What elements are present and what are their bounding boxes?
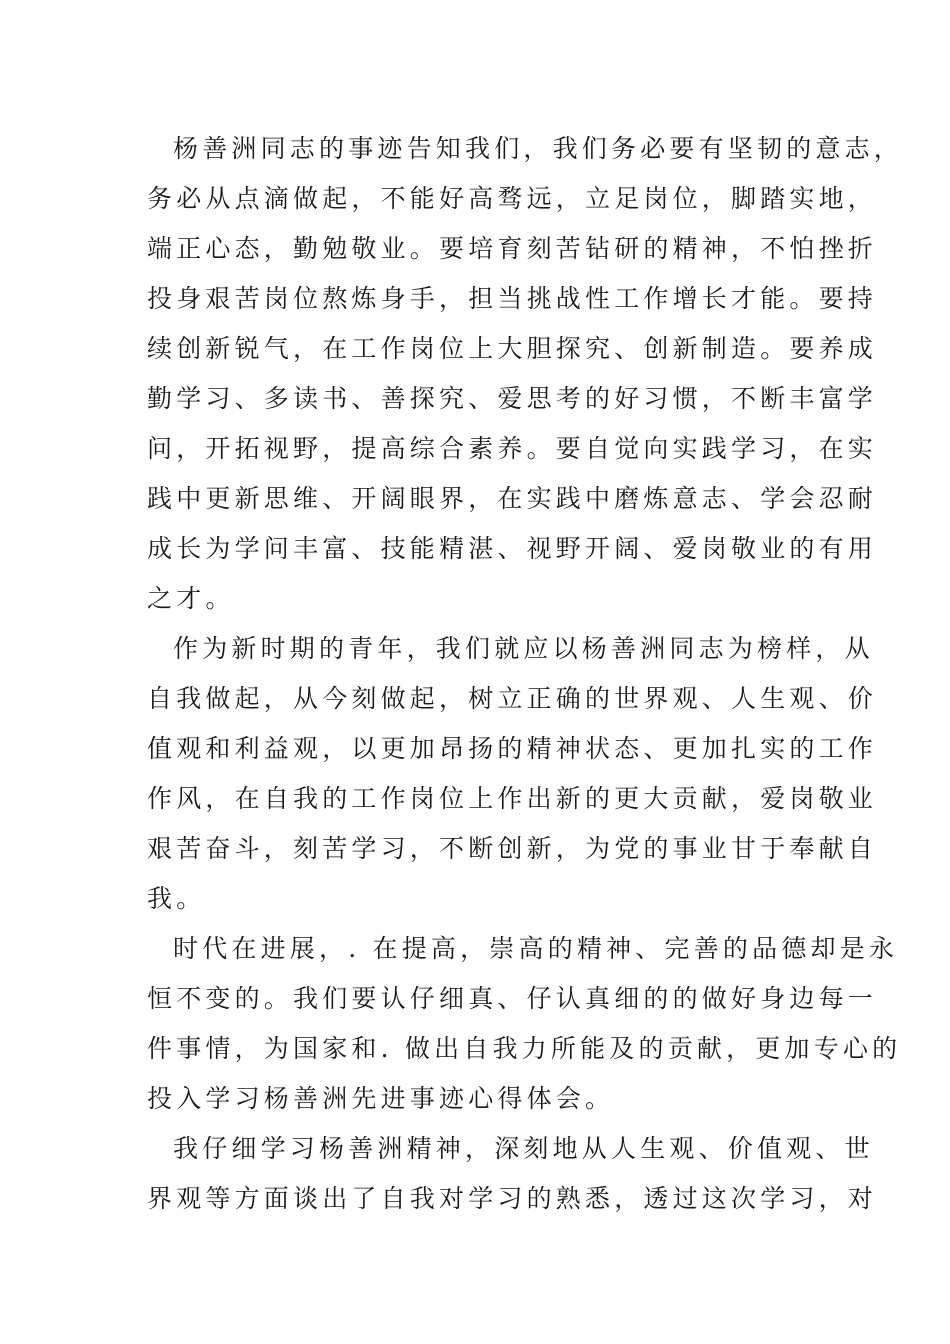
text-line: 我仔细学习杨善洲精神，深刻地从人生观、价值观、世 [173, 1134, 874, 1163]
text-line: 界观等方面谈出了自我对学习的熟悉，透过这次学习，对 [147, 1184, 878, 1213]
text-line: 践中更新思维、开阔眼界，在实践中磨炼意志、学会忍耐 [147, 484, 878, 513]
text-line: 杨善洲同志的事迹告知我们，我们务必要有坚韧的意志， [173, 134, 904, 163]
text-line: 问，开拓视野，提高综合素养。要自觉向实践学习，在实 [147, 434, 878, 463]
text-line: 投入学习杨善洲先进事迹心得体会。 [147, 1084, 615, 1113]
text-line: 我。 [147, 884, 206, 913]
text-line: 作风，在自我的工作岗位上作出新的更大贡献，爱岗敬业 [147, 784, 878, 813]
text-line: 自我做起，从今刻做起，树立正确的世界观、人生观、价 [147, 684, 878, 713]
text-line: 投身艰苦岗位熬炼身手，担当挑战性工作增长才能。要持 [147, 284, 878, 313]
text-line: 件事情，为国家和. 做出自我力所能及的贡献，更加专心的 [147, 1034, 902, 1063]
text-line: 时代在进展，. 在提高，崇高的精神、完善的品德却是永 [173, 934, 899, 963]
text-line: 务必从点滴做起，不能好高骛远，立足岗位，脚踏实地， [147, 184, 878, 213]
text-line: 恒不变的。我们要认仔细真、仔认真细的的做好身边每一 [147, 984, 878, 1013]
text-line: 勤学习、多读书、善探究、爱思考的好习惯，不断丰富学 [147, 384, 878, 413]
text-line: 值观和利益观，以更加昂扬的精神状态、更加扎实的工作 [147, 734, 878, 763]
text-line: 端正心态，勤勉敬业。要培育刻苦钻研的精神，不怕挫折 [147, 234, 878, 263]
text-line: 作为新时期的青年，我们就应以杨善洲同志为榜样，从 [173, 634, 874, 663]
text-line: 续创新锐气，在工作岗位上大胆探究、创新制造。要养成 [147, 334, 878, 363]
text-line: 之才。 [147, 584, 235, 613]
text-line: 成长为学问丰富、技能精湛、视野开阔、爱岗敬业的有用 [147, 534, 878, 563]
text-line: 艰苦奋斗，刻苦学习，不断创新，为党的事业甘于奉献自 [147, 834, 878, 863]
